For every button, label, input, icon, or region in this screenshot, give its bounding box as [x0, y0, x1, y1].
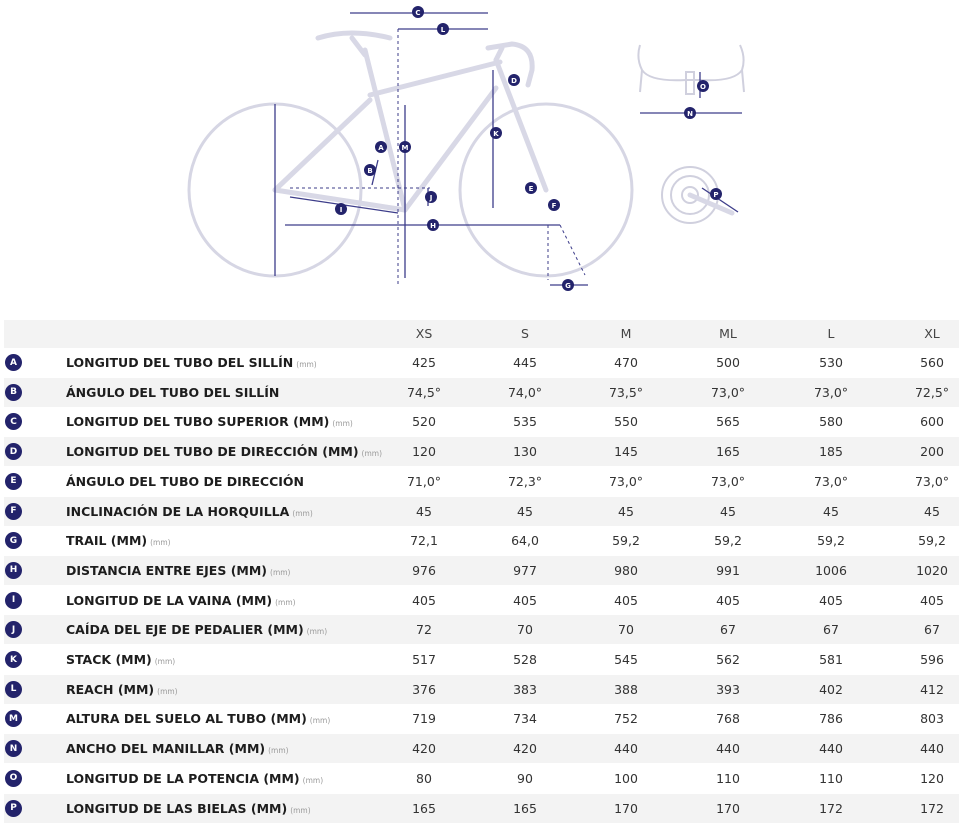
row-badge: P — [5, 800, 22, 817]
table-cell: 170 — [716, 800, 740, 816]
table-cell: 562 — [716, 652, 740, 667]
row-label — [66, 704, 330, 733]
table-cell: 67 — [924, 622, 940, 638]
svg-text:H: H — [430, 222, 436, 230]
table-cell: 719 — [412, 711, 436, 727]
svg-text:O: O — [700, 83, 706, 91]
row-badge: O — [5, 770, 22, 787]
table-cell: 752 — [614, 711, 638, 727]
table-row — [4, 437, 959, 466]
table-cell: 470 — [614, 355, 638, 370]
table-cell: 517 — [412, 652, 436, 667]
size-header: ML — [719, 326, 737, 341]
row-badge: I — [5, 592, 22, 609]
table-cell: 405 — [412, 592, 436, 608]
table-cell: 550 — [614, 414, 638, 430]
tag-k — [490, 127, 502, 139]
table-cell: 977 — [513, 562, 537, 578]
table-cell: 80 — [416, 770, 432, 786]
size-header: L — [827, 326, 835, 341]
table-row — [4, 615, 959, 644]
row-label — [66, 467, 307, 496]
row-unit: (mm) — [309, 716, 331, 726]
table-cell: 581 — [819, 652, 843, 667]
table-cell: 45 — [720, 503, 736, 519]
tag-d — [508, 74, 520, 86]
table-cell: 565 — [716, 414, 740, 430]
row-unit: (mm) — [270, 567, 291, 577]
table-row — [4, 556, 959, 585]
svg-text:J: J — [429, 194, 433, 202]
table-cell: 580 — [819, 414, 843, 430]
row-label — [66, 645, 175, 674]
row-unit: (mm) — [361, 449, 383, 459]
table-cell: 67 — [720, 622, 736, 638]
table-cell: 73,0° — [914, 473, 950, 489]
row-label — [66, 497, 313, 526]
bike-geometry-diagram — [0, 0, 969, 310]
svg-text:P: P — [713, 191, 719, 199]
size-header-row — [4, 320, 959, 348]
table-cell: 110 — [819, 770, 843, 786]
table-row — [4, 378, 959, 407]
svg-text:I: I — [339, 206, 343, 214]
table-cell: 383 — [513, 681, 537, 697]
table-cell: 600 — [920, 414, 944, 430]
table-cell: 1006 — [815, 562, 847, 578]
tag-m — [399, 141, 411, 153]
table-cell: 786 — [819, 711, 843, 727]
row-badge: J — [5, 621, 22, 638]
row-label-text: LONGITUD DEL TUBO DEL SILLÍN — [66, 355, 294, 370]
table-cell: 59,2 — [918, 533, 946, 549]
table-cell: 402 — [819, 681, 843, 697]
table-cell: 100 — [614, 770, 638, 786]
table-cell: 405 — [614, 592, 638, 608]
table-cell: 120 — [920, 770, 944, 786]
table-cell: 73,0° — [813, 473, 849, 489]
table-cell: 376 — [412, 681, 436, 697]
table-cell: 45 — [618, 503, 634, 519]
table-cell: 440 — [614, 741, 638, 757]
svg-text:B: B — [367, 167, 373, 175]
row-label — [66, 734, 289, 763]
table-cell: 991 — [716, 562, 740, 578]
table-row — [4, 675, 959, 704]
tag-o — [697, 80, 709, 92]
row-label-text: LONGITUD DEL TUBO DE DIRECCIÓN (MM) — [66, 444, 359, 460]
table-cell: 70 — [618, 622, 634, 638]
svg-text:M: M — [401, 144, 409, 152]
svg-text:L: L — [440, 26, 446, 34]
table-cell: 393 — [716, 681, 740, 697]
svg-text:F: F — [551, 202, 557, 210]
row-label-text: REACH (MM) — [66, 681, 155, 697]
handlebar-inset — [638, 45, 744, 119]
table-cell: 165 — [513, 800, 537, 816]
table-row — [4, 348, 959, 377]
table-row — [4, 526, 959, 555]
table-cell: 172 — [819, 800, 843, 816]
row-label-text: LONGITUD DE LA POTENCIA (MM) — [66, 770, 300, 786]
table-cell: 71,0° — [406, 473, 442, 489]
row-badge: L — [5, 681, 22, 698]
size-header: XL — [924, 326, 940, 341]
table-cell: 405 — [920, 592, 944, 608]
svg-text:G: G — [565, 282, 571, 290]
table-cell: 73,0° — [710, 384, 746, 400]
table-row — [4, 764, 959, 793]
svg-text:K: K — [493, 130, 499, 138]
table-cell: 59,2 — [714, 533, 742, 549]
table-cell: 425 — [412, 355, 436, 370]
dimension-lines — [275, 13, 588, 285]
table-cell: 73,0° — [710, 473, 746, 489]
table-cell: 388 — [614, 681, 638, 697]
table-cell: 560 — [920, 355, 944, 370]
row-label — [66, 526, 171, 555]
table-row — [4, 794, 959, 823]
row-badge: H — [5, 562, 22, 579]
table-cell: 120 — [412, 444, 436, 460]
tag-f — [548, 199, 560, 211]
row-label-text: ÁNGULO DEL TUBO DE DIRECCIÓN — [66, 473, 305, 489]
row-badge: M — [5, 710, 22, 727]
table-cell: 165 — [412, 800, 436, 816]
tag-c — [412, 6, 424, 18]
tag-g — [562, 279, 574, 291]
table-cell: 596 — [920, 652, 944, 667]
table-cell: 768 — [716, 711, 740, 727]
row-label — [66, 615, 327, 644]
table-cell: 45 — [517, 503, 533, 519]
table-cell: 90 — [517, 770, 533, 786]
size-header: XS — [415, 326, 433, 341]
table-cell: 405 — [819, 592, 843, 608]
table-cell: 72,1 — [410, 533, 438, 549]
table-cell: 405 — [513, 592, 537, 608]
geometry-table — [4, 320, 959, 828]
table-cell: 72,3° — [507, 473, 543, 489]
table-cell: 200 — [920, 444, 944, 460]
svg-text:A: A — [378, 144, 384, 152]
tag-e — [525, 182, 537, 194]
table-cell: 500 — [716, 355, 740, 370]
table-cell: 535 — [513, 414, 537, 430]
row-badge: G — [5, 532, 22, 549]
table-cell: 59,2 — [612, 533, 640, 549]
table-cell: 420 — [513, 741, 537, 757]
table-cell: 110 — [716, 770, 740, 786]
row-unit: (mm) — [268, 746, 289, 756]
tag-h — [427, 219, 439, 231]
table-cell: 976 — [412, 562, 436, 578]
row-label-text: INCLINACIÓN DE LA HORQUILLA — [66, 503, 290, 519]
tag-j — [425, 191, 437, 203]
table-cell: 520 — [412, 414, 436, 430]
row-unit: (mm) — [306, 627, 328, 637]
tag-a — [375, 141, 387, 153]
svg-text:C: C — [415, 9, 421, 17]
size-header: M — [620, 326, 632, 341]
table-cell: 72,5° — [914, 384, 950, 400]
table-cell: 45 — [416, 503, 432, 519]
row-badge: N — [5, 740, 22, 757]
table-cell: 64,0 — [511, 533, 539, 549]
row-label-text: STACK (MM) — [66, 652, 152, 667]
tag-p — [710, 188, 722, 200]
table-cell: 405 — [716, 592, 740, 608]
table-cell: 530 — [819, 355, 843, 370]
row-label-text: LONGITUD DE LAS BIELAS (MM) — [66, 800, 288, 816]
row-label — [66, 586, 296, 615]
tag-l — [437, 23, 449, 35]
table-cell: 1020 — [916, 562, 948, 578]
row-unit: (mm) — [275, 597, 296, 607]
row-unit: (mm) — [154, 657, 176, 666]
row-unit: (mm) — [292, 508, 313, 518]
table-cell: 72 — [416, 622, 432, 638]
table-cell: 440 — [819, 741, 843, 757]
row-label-text: ÁNGULO DEL TUBO DEL SILLÍN — [66, 384, 280, 400]
row-label — [66, 556, 290, 585]
row-unit: (mm) — [157, 686, 178, 696]
svg-text:D: D — [511, 77, 517, 85]
row-unit: (mm) — [150, 538, 171, 548]
row-badge: C — [5, 413, 22, 430]
svg-text:E: E — [528, 185, 534, 193]
table-cell: 73,5° — [608, 384, 644, 400]
bike-frame — [275, 33, 546, 210]
table-cell: 412 — [920, 681, 944, 697]
table-cell: 73,0° — [813, 384, 849, 400]
row-label — [66, 348, 317, 377]
table-cell: 145 — [614, 444, 638, 460]
row-label-text: LONGITUD DEL TUBO SUPERIOR (MM) — [66, 414, 330, 430]
table-cell: 67 — [823, 622, 839, 638]
tag-n — [684, 107, 696, 119]
table-row — [4, 734, 959, 763]
svg-text:N: N — [687, 110, 693, 118]
row-label — [66, 764, 323, 793]
table-row — [4, 497, 959, 526]
tag-i — [335, 203, 347, 215]
row-label — [66, 675, 178, 704]
table-row — [4, 407, 959, 436]
row-badge: D — [5, 443, 22, 460]
row-label-text: DISTANCIA ENTRE EJES (MM) — [66, 562, 268, 578]
table-cell: 74,5° — [406, 384, 442, 400]
table-cell: 59,2 — [817, 533, 845, 549]
row-label-text: LONGITUD DE LA VAINA (MM) — [66, 592, 273, 608]
tag-b — [364, 164, 376, 176]
table-cell: 45 — [924, 503, 940, 519]
table-cell: 170 — [614, 800, 638, 816]
table-cell: 420 — [412, 741, 436, 757]
row-badge: E — [5, 473, 22, 490]
row-badge: B — [5, 384, 22, 401]
table-cell: 165 — [716, 444, 740, 460]
table-cell: 70 — [517, 622, 533, 638]
table-cell: 74,0° — [507, 384, 543, 400]
table-cell: 45 — [823, 503, 839, 519]
row-unit: (mm) — [302, 775, 324, 785]
row-label-text: ALTURA DEL SUELO AL TUBO (MM) — [66, 711, 307, 727]
table-row — [4, 467, 959, 496]
row-unit: (mm) — [296, 360, 317, 369]
table-row — [4, 645, 959, 674]
table-cell: 185 — [819, 444, 843, 460]
row-label-text: ANCHO DEL MANILLAR (MM) — [66, 741, 266, 757]
table-cell: 445 — [513, 355, 537, 370]
table-row — [4, 704, 959, 733]
table-cell: 130 — [513, 444, 537, 460]
row-badge: K — [5, 651, 22, 668]
table-cell: 803 — [920, 711, 944, 727]
table-cell: 980 — [614, 562, 638, 578]
row-label — [66, 794, 311, 823]
row-unit: (mm) — [332, 419, 353, 429]
row-label-text: CAÍDA DEL EJE DE PEDALIER (MM) — [66, 622, 304, 638]
table-cell: 528 — [513, 652, 537, 667]
row-badge: A — [5, 354, 22, 371]
crankset-inset — [662, 167, 738, 223]
table-cell: 545 — [614, 652, 638, 667]
table-row — [4, 586, 959, 615]
size-header: S — [521, 326, 529, 341]
table-cell: 172 — [920, 800, 944, 816]
table-cell: 734 — [513, 711, 537, 727]
row-badge: F — [5, 503, 22, 520]
row-unit: (mm) — [290, 805, 311, 815]
table-cell: 73,0° — [608, 473, 644, 489]
table-cell: 440 — [920, 741, 944, 757]
row-label — [66, 437, 382, 466]
row-label — [66, 378, 282, 407]
row-label — [66, 407, 353, 436]
table-cell: 440 — [716, 741, 740, 757]
row-label-text: TRAIL (MM) — [66, 533, 148, 549]
